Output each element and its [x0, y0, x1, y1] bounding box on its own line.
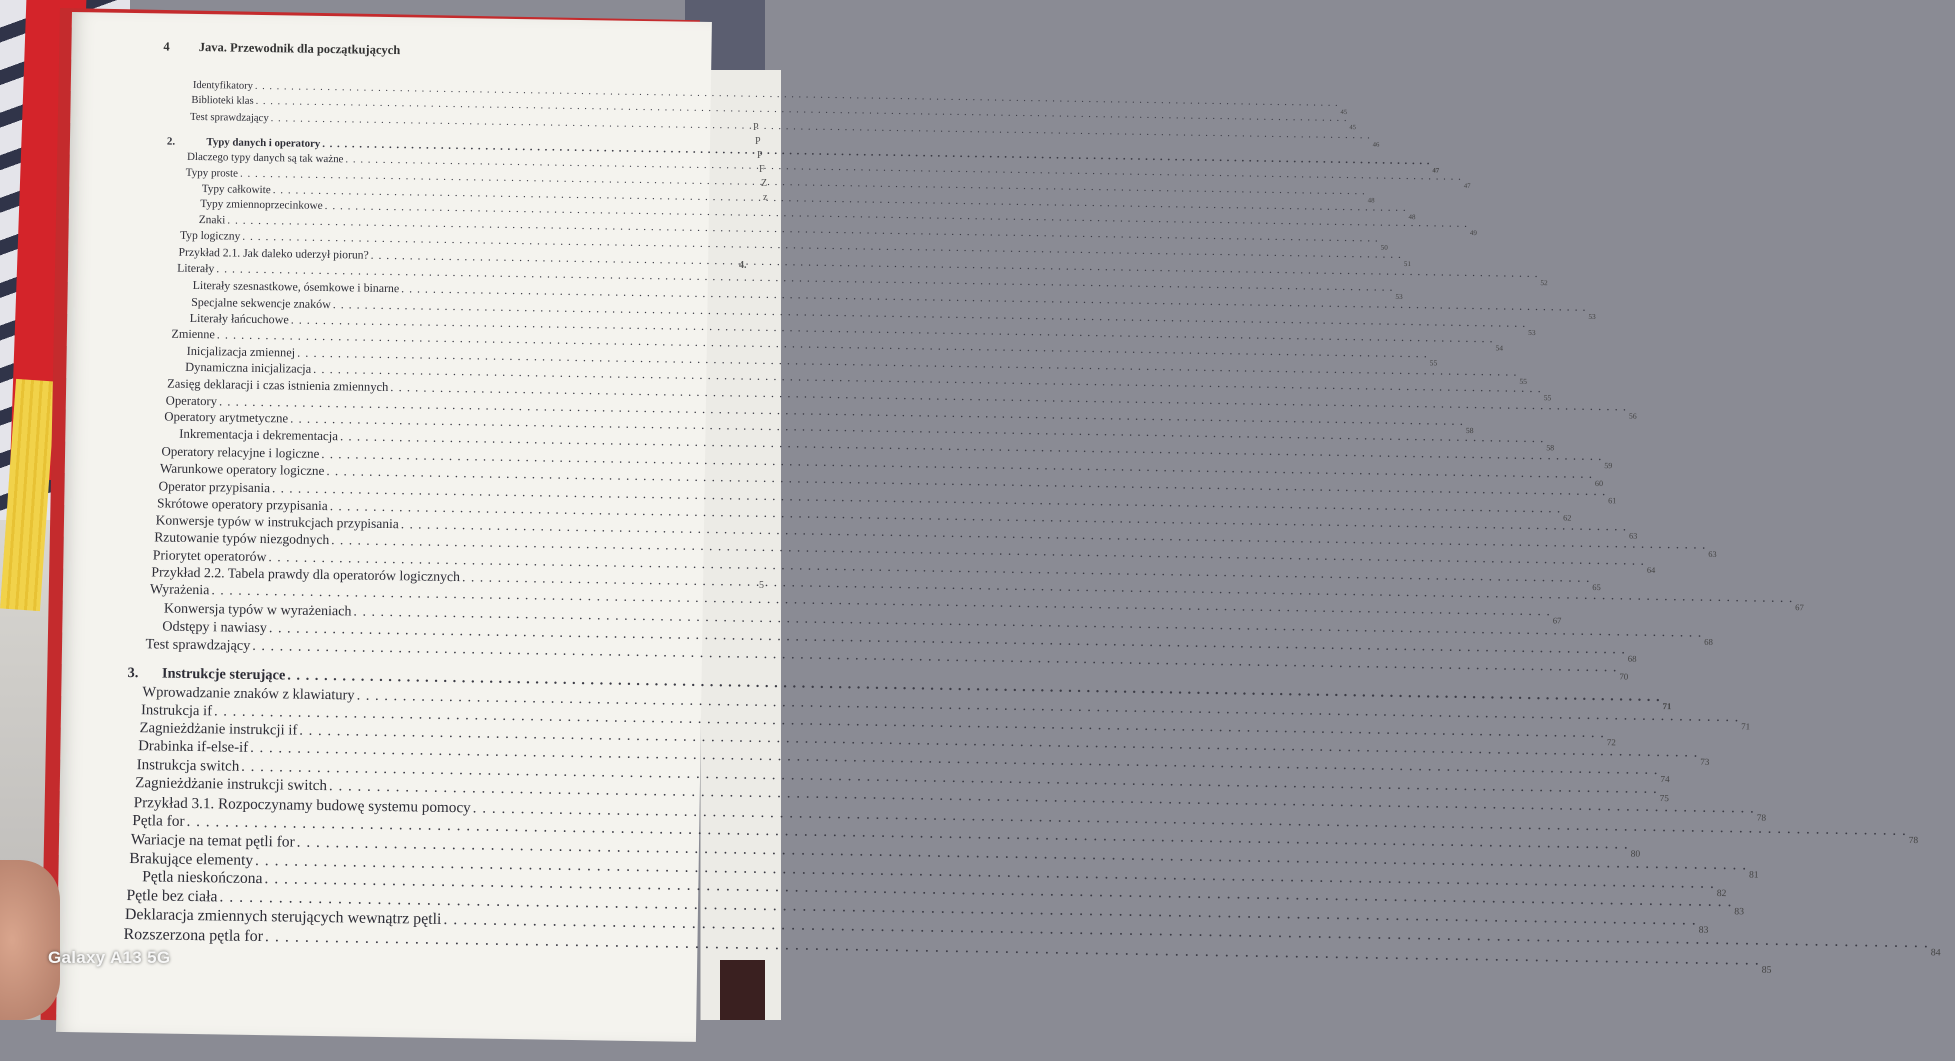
toc-entry-page: 50 — [1380, 243, 1388, 252]
toc-entry-title: Przykład 2.2. Tabela prawdy dla operatorów logicznych — [151, 564, 461, 585]
toc-entry-title: Instrukcje sterujące — [161, 665, 286, 684]
toc-entry-page: 56 — [1628, 411, 1637, 421]
toc-entry-title: Inkrementacja i dekrementacja — [179, 427, 339, 444]
toc-entry-page: 51 — [1403, 260, 1411, 269]
toc-entry-title: Operator przypisania — [158, 477, 271, 495]
toc-entry-page: 52 — [1540, 279, 1548, 288]
toc-entry-page: 54 — [1495, 343, 1504, 353]
toc-entry-page: 53 — [1395, 293, 1403, 302]
toc-entry-page: 67 — [1795, 602, 1804, 613]
toc-entry-page: 80 — [1630, 849, 1641, 860]
background-shadow — [720, 960, 765, 1020]
toc-entry-page: 46 — [1372, 141, 1380, 149]
toc-entry-title: Przykład 3.1. Rozpoczynamy budowę systemu pomocy — [133, 793, 471, 816]
toc-entry-title: Konwersja typów w wyrażeniach — [163, 600, 352, 620]
toc-entry-page: 59 — [1604, 461, 1613, 471]
toc-entry-page: 70 — [1619, 670, 1629, 682]
toc-entry-page: 81 — [1748, 869, 1759, 881]
toc-entry-page: 53 — [1528, 327, 1536, 337]
facing-page-fragment: P — [755, 136, 761, 147]
toc-entry-page: 58 — [1465, 425, 1474, 435]
toc-entry-title: Identyfikatory — [192, 79, 254, 92]
toc-entry-title: Pętla for — [132, 812, 185, 830]
toc-entry-page: 84 — [1930, 947, 1941, 959]
facing-page-fragment: P — [757, 150, 763, 161]
chapter-number: 2. — [166, 135, 176, 148]
toc-entry-title: Typy danych i operatory — [206, 136, 321, 150]
facing-page-fragment: 5 — [759, 580, 764, 591]
toc-entry-title: Wprowadzanie znaków z klawiatury — [142, 683, 355, 704]
toc-entry-page: 83 — [1698, 925, 1709, 937]
toc-entry-page: 55 — [1543, 393, 1552, 403]
toc-entry-page: 68 — [1704, 636, 1713, 647]
toc-entry-title: Warunkowe operatory logiczne — [159, 460, 325, 479]
toc-entry-page: 48 — [1367, 197, 1375, 205]
toc-entry-page: 62 — [1563, 513, 1572, 523]
toc-entry-page: 67 — [1552, 615, 1562, 626]
toc-entry-title: Dynamiczna inicjalizacja — [185, 360, 312, 377]
table-of-contents — [56, 12, 1941, 1022]
toc-entry-page: 55 — [1429, 358, 1438, 368]
facing-page-fragment: Z — [761, 178, 768, 189]
toc-entry-title: Drabinka if-else-if — [138, 738, 249, 756]
toc-entry-title: Wariacje na temat pętli for — [130, 830, 295, 851]
toc-entry-page: 63 — [1708, 549, 1717, 559]
toc-entry-title: Operatory relacyjne i logiczne — [161, 443, 320, 462]
toc-entry-title: Wyrażenia — [149, 582, 210, 599]
toc-entry-title: Instrukcja switch — [136, 756, 240, 775]
toc-entry-page: 72 — [1606, 736, 1616, 747]
toc-entry-title: Odstępy i nawiasy — [162, 618, 268, 636]
camera-watermark: Galaxy A13 5G — [48, 948, 171, 967]
toc-entry-title: Test sprawdzający — [189, 110, 269, 124]
toc-entry-title: Konwersje typów w instrukcjach przypisania — [155, 512, 399, 532]
facing-page-fragment: z — [763, 192, 768, 203]
page-number: 4 — [163, 39, 170, 54]
toc-entry-page: 78 — [1908, 835, 1919, 846]
toc-entry-title: Deklaracja zmiennych sterujących wewnątrz pętli — [124, 906, 442, 929]
toc-entry-title: Typy zmiennoprzecinkowe — [200, 198, 323, 213]
facing-page-fragment: 4. — [739, 260, 747, 271]
toc-entry-page: 45 — [1340, 108, 1348, 117]
toc-entry-page: 71 — [1662, 701, 1672, 712]
toc-entry-title: Operatory — [165, 393, 218, 408]
facing-page-fragment: P — [753, 122, 759, 133]
toc-entry-page: 71 — [1741, 720, 1751, 731]
toc-entry-title: Rzutowanie typów niezgodnych — [154, 529, 330, 548]
toc-entry-title: Specjalne sekwencje znaków — [191, 294, 331, 311]
toc-entry-page: 68 — [1627, 653, 1637, 664]
toc-entry-title: Literały łańcuchowe — [189, 310, 289, 327]
toc-entry-title: Test sprawdzający — [145, 635, 251, 654]
facing-page-fragment: F — [759, 164, 765, 175]
toc-entry-title: Skrótowe operatory przypisania — [157, 495, 328, 513]
toc-entry-page: 65 — [1592, 581, 1601, 593]
toc-entry-page: 53 — [1588, 312, 1596, 322]
toc-entry-title: Rozszerzona pętla for — [123, 925, 264, 945]
toc-entry-title: Literały — [177, 261, 215, 276]
toc-entry-page: 82 — [1716, 887, 1727, 899]
toc-entry-page: 49 — [1469, 229, 1477, 238]
toc-entry-page: 45 — [1349, 124, 1357, 132]
toc-entry-title: Brakujące elementy — [129, 849, 254, 869]
book-title: Java. Przewodnik dla początkujących — [198, 39, 401, 58]
toc-entry-title: Pętla nieskończona — [142, 868, 263, 888]
toc-entry-title: Dlaczego typy danych są tak ważne — [186, 151, 344, 166]
thumb — [0, 860, 60, 1020]
toc-entry-page: 85 — [1761, 964, 1772, 976]
toc-entry-page: 83 — [1734, 906, 1745, 918]
toc-entry-page: 58 — [1546, 443, 1555, 453]
toc-entry-page: 47 — [1432, 167, 1440, 175]
book-page — [56, 12, 1941, 1042]
toc-entry-title: Operatory arytmetyczne — [164, 409, 289, 426]
toc-entry-page: 75 — [1659, 793, 1670, 804]
toc-entry-title: Zagnieżdżanie instrukcji if — [139, 719, 298, 739]
toc-entry-title: Znaki — [198, 214, 226, 227]
toc-entry-title: Inicjalizacja zmiennej — [186, 343, 296, 360]
toc-entry-title: Zmienne — [171, 326, 215, 342]
toc-entry-title: Pętle bez ciała — [126, 887, 218, 906]
chapter-number: 3. — [127, 665, 139, 682]
toc-entry-title: Priorytet operatorów — [152, 547, 267, 565]
toc-entry-page: 64 — [1646, 565, 1656, 576]
toc-entry-title: Przykład 2.1. Jak daleko uderzył piorun? — [178, 245, 369, 262]
toc-entry-page: 61 — [1608, 496, 1617, 506]
toc-entry-title: Literały szesnastkowe, ósemkowe i binarne — [192, 278, 400, 296]
toc-entry-title: Biblioteki klas — [191, 95, 254, 108]
toc-entry-page: 63 — [1629, 531, 1638, 541]
toc-entry-page: 47 — [1463, 183, 1471, 191]
toc-entry-page: 48 — [1408, 213, 1416, 221]
toc-entry-title: Zasięg deklaracji i czas istnienia zmiennych — [167, 376, 389, 394]
toc-entry-title: Zagnieżdżanie instrukcji switch — [135, 775, 328, 795]
toc-entry-page: 74 — [1660, 774, 1670, 785]
toc-entry-page: 73 — [1700, 756, 1710, 767]
toc-entry-title: Typy całkowite — [201, 182, 271, 196]
toc-entry-page: 55 — [1519, 376, 1528, 386]
toc-entry-page: 60 — [1594, 479, 1604, 489]
toc-entry-title: Instrukcja if — [140, 701, 213, 719]
toc-entry-title: Typ logiczny — [179, 229, 241, 243]
toc-entry-title: Typy proste — [185, 166, 239, 180]
toc-entry-page: 78 — [1756, 813, 1767, 824]
